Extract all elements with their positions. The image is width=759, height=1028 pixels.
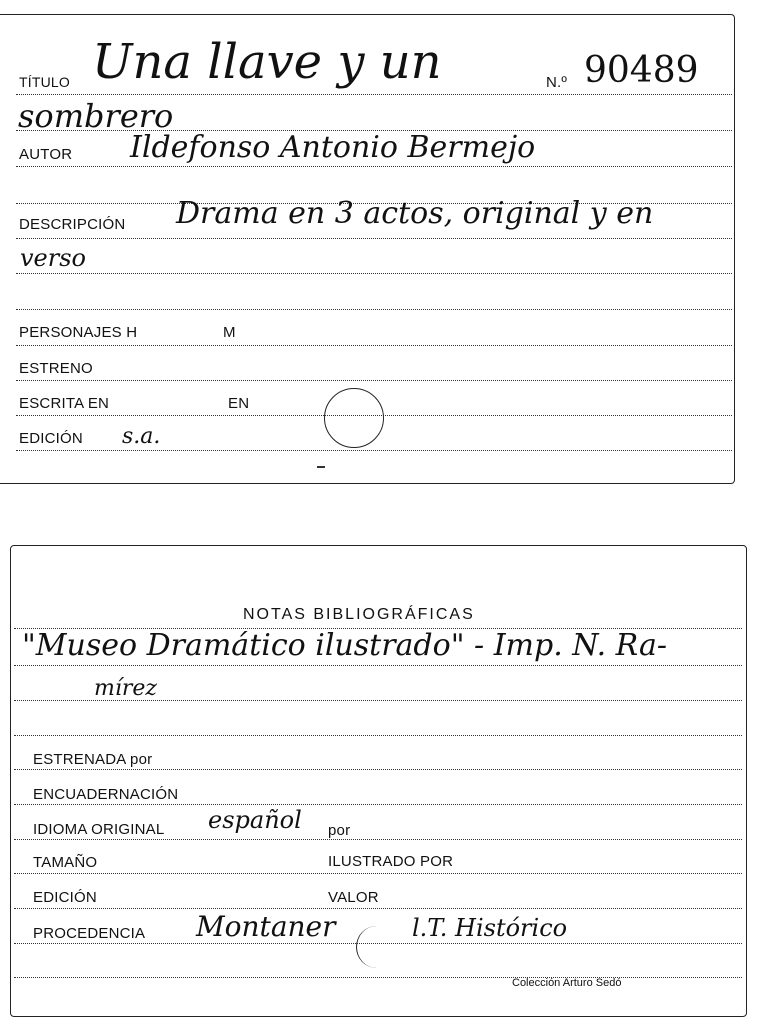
- descripcion-value: Drama en 3 actos, original y en: [176, 196, 654, 231]
- ruled-line: [14, 977, 742, 978]
- notes-value-continued: mírez: [94, 676, 158, 701]
- collection-credit: Colección Arturo Sedó: [512, 977, 622, 989]
- autor-value: Ildefonso Antonio Bermejo: [130, 130, 536, 165]
- tamano-label: TAMAÑO: [33, 854, 98, 871]
- valor-label: VALOR: [328, 889, 379, 906]
- edge-tick: [317, 466, 325, 468]
- notes-value: "Museo Dramático ilustrado" - Imp. N. Ra-: [22, 628, 667, 663]
- encuadernacion-label: ENCUADERNACIÓN: [33, 786, 179, 803]
- numero-value: 90489: [584, 50, 699, 91]
- autor-label: AUTOR: [19, 146, 73, 163]
- descripcion-value-continued: verso: [20, 244, 86, 272]
- escrita-en-label: ESCRITA EN: [19, 395, 110, 412]
- back-edicion-label: EDICIÓN: [33, 889, 97, 906]
- ruled-line: [14, 735, 742, 736]
- ruled-line: [16, 450, 732, 451]
- descripcion-label: DESCRIPCIÓN: [19, 216, 126, 233]
- ruled-line: [16, 380, 732, 381]
- personajes-m-label: M: [223, 324, 236, 341]
- ruled-line: [16, 309, 732, 310]
- punched-hole-circle: [324, 388, 384, 448]
- personajes-h-label: PERSONAJES H: [19, 324, 138, 341]
- numero-label: N.º: [546, 74, 568, 91]
- estrenada-label: ESTRENADA por: [33, 751, 153, 768]
- titulo-value-continued: sombrero: [18, 97, 174, 135]
- en-label: EN: [228, 395, 250, 412]
- ruled-line: [16, 94, 732, 95]
- procedencia-value: Montaner: [196, 910, 336, 943]
- ruled-line: [14, 839, 742, 840]
- procedencia-label: PROCEDENCIA: [33, 925, 146, 942]
- edicion-value: s.a.: [122, 424, 161, 449]
- edicion-label: EDICIÓN: [19, 430, 83, 447]
- ruled-line: [14, 804, 742, 805]
- idioma-label: IDIOMA ORIGINAL: [33, 821, 165, 838]
- ruled-line: [16, 345, 732, 346]
- por-label: por: [328, 822, 351, 839]
- idioma-value: español: [208, 806, 302, 834]
- notes-heading: NOTAS BIBLIOGRÁFICAS: [243, 606, 475, 623]
- estreno-label: ESTRENO: [19, 360, 93, 377]
- ruled-line: [14, 769, 742, 770]
- ruled-line: [16, 166, 732, 167]
- half-circle-stamp: [356, 926, 397, 968]
- titulo-label: TÍTULO: [19, 74, 70, 90]
- ruled-line: [14, 908, 742, 909]
- ruled-line: [14, 665, 742, 666]
- titulo-value: Una llave y un: [92, 34, 442, 90]
- ilustrado-label: ILUSTRADO POR: [328, 853, 454, 870]
- ruled-line: [16, 238, 732, 239]
- ruled-line: [14, 873, 742, 874]
- ruled-line: [16, 273, 732, 274]
- procedencia-archive-value: l.T. Histórico: [412, 914, 568, 942]
